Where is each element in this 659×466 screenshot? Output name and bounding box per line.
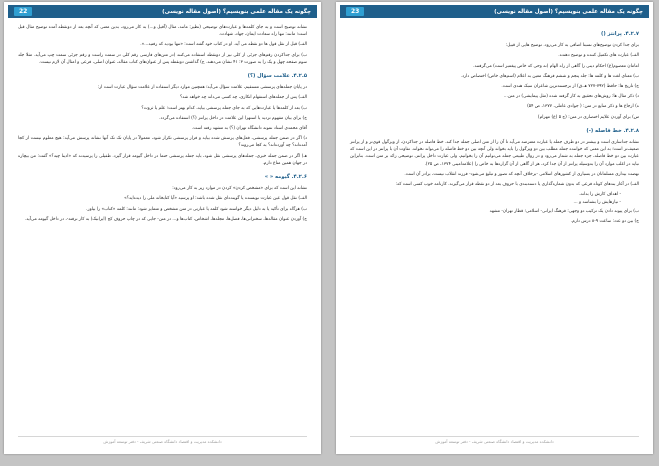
- page-footer: دانشکده مدیریت و اقتصاد دانشگاه صنعتی شریف - دفتر توسعه آموزش: [18, 436, 307, 449]
- paragraph: نشانه جداسازی است و بیشتر در دو طرف جمله یا عبارت معترضه می‌آید تا آن را از متن اصلی جمله جدا کند. خط فاصله در جداکردن، از ویرگول قوی‌تر و از پرانتز ضعیف‌تر است؛ به این معنی که خواننده جمله مطلب بین دو ویرگول را باید بخواند ولی آنچه بین دو خط فاصله را می‌تواند نخواند. تفاوت آن با پرانتز در این است که عبارت بین دو خط فاصله، جزء جمله به شمار می‌رود و در روال طبیعی جمله می‌توانیم آن را بخوانیم، ولی عبارت داخل پرانتز، توضیحی زائد بر متن است. بنابراین نباید در اغلب موارد آن را به‌وسیله پرانتز از آن جدا کرد، هر از گاهی از آن گزاره‌ها به خاص را (علامه‌امینی ۱۳۷۴، ص ۲۵).: [350, 140, 639, 167]
- header-title: چگونه یک مقاله علمی بنویسیم؟ (اصول مقاله نویسی): [162, 8, 311, 15]
- paragraph: امامان معصوم(ع) احکام دینی را گاهی از راه الهام (نه وحی که خاص پیغمبر است) می‌گرفتند.: [473, 63, 639, 69]
- paragraph: آقای محمدی استاد نمونه دانشگاه تهران (؟) به مشهد رفته است.: [191, 126, 307, 132]
- paragraph: الف) در آغاز بندهای کوتاه فرعی که بدون شماره‌گذاری یا دسته‌بندی با حروف بعد از دو نقطه قرار می‌گیرند. کارنامه خوب کسی است که:: [395, 182, 639, 188]
- section-heading: ۴.۲.۶. گیومه « »: [264, 174, 307, 181]
- bullet-item: - اهداف کارش را بداند،: [579, 192, 621, 198]
- page-left: [4, 2, 321, 454]
- paragraph: الف) نقل قول عین عبارت نویسنده یا گوینده‌ای نقل شده باشد: او پرسید «آیا کتابخانه ملی را دیده‌اید؟»: [124, 196, 307, 202]
- page-number: 22: [14, 7, 32, 16]
- paragraph: ب) بعد از کلمه‌ها یا عبارت‌هایی که به جای جمله پرسشی بیاید، کدام بهتر است؛ علم یا ثروت؟: [141, 105, 307, 111]
- page-footer: دانشکده مدیریت و اقتصاد دانشگاه صنعتی شریف - دفتر توسعه آموزش: [350, 436, 639, 449]
- paragraph: در پایان جمله‌های پرسشی مستقیم، علامت سؤال می‌آید؛ همچنین موارد دیگر استفاده از علامت سؤال عبارت است از:: [97, 85, 307, 91]
- page-header: [8, 5, 317, 18]
- paragraph: هـ) اگر در ضمن جمله خبری، جمله‌های پرسشی نقل شود، باید جمله پرسشی حتما در داخل گیومه قرار گیرد. طفیلی را پرسیدند که «ادینا چیه؟» گفت: من بیچاره در جهان همین متاع دارم.: [18, 153, 307, 166]
- paragraph: نشانه این است که برای «مشخص کردن» کردن در موارد زیر به کار می‌رود:: [172, 186, 307, 192]
- page-right: [336, 2, 653, 454]
- section-heading: ۴.۲.۷. پرانتز (): [600, 31, 639, 37]
- paragraph: ج) بین دو عدد: ساعت ۹-۸ درس دارم.: [570, 218, 639, 224]
- page-header: [340, 5, 649, 18]
- paragraph: د) اگر در ضمن جمله پرسشی، فعل‌های پرسش شده بیاید و فراز پرسشی تکرار شود، معمولاً در پایان تک تک آنها نشانه پرسش می‌آید: هیچ معلوم نیست از کجا آمده‌اند؟ چه آورده‌اند؟ به کجا می‌روند؟: [18, 136, 307, 149]
- paragraph: الف) قبل از نقل قول ها دو نقطه می آید. او در کتاب خود گفته است: «تنها بودید که رفتید...».: [140, 42, 307, 48]
- section-heading: ۴.۲.۸. خط فاصله (-): [586, 127, 639, 134]
- paragraph: نهضت بیداری مسلمانان در بسیاری از کشورهای اسلامی -برخلاف آنچه که تصور و تبلیغ می‌شود- فرزند انقلاب نیست، برادر آن است.: [404, 171, 639, 177]
- paragraph: ب) معنای لغت ها و کلمه ها: جلد پنجم و ششم فرهنگ معین به اعلام (اسم‌های خاص) اختصاص دارد.: [460, 73, 639, 79]
- header-title: چگونه یک مقاله علمی بنویسیم؟ (اصول مقاله نویسی): [494, 8, 643, 15]
- paragraph: ج) برای بیان مفهوم تردید یا استهزا این علامت در داخل پرانتز (؟) استفاده می‌گردد.: [159, 115, 307, 121]
- paragraph: ب) برای جداکردن رقم‌های جزئی از کلی نیز از دونقطه استفاده می‌کنند (در متن‌های فارسی رقم کلی در سمت راست و رقم جزئی سمت چپ می‌آید. مثلا جلد سوم صفحه چهل و یک را به صورت ۳: ۴۱ نشان می‌دهند. ج) گذاشتن دونقطه پس از عنوان‌های کتاب مقاله، عنوان اصلی، فرعی و امثال آن لازم نیست.: [18, 52, 307, 65]
- paragraph: ج) آوردن عنوان مقاله‌ها، سخنرانی‌ها، فصل‌ها، مجله‌ها، اشخاص، کتاب‌ها و... در متن- جایی که در چاپ حروف کج (ایرانیک) به کار نرفته-، در داخل گیومه می‌آید.: [24, 216, 307, 222]
- page-body: [350, 24, 639, 432]
- paragraph: ب) برای پیوند دادن یک ترکیب دو وجهی: فرهنگ ایرانی- اسلامی؛ قطار تهران- مشهد: [489, 208, 639, 214]
- paragraph: الف) عبارت های تکمیل کننده و توضیح دهنده.: [558, 53, 639, 59]
- paragraph: ه) ارجاع ها و ذکر منابع در متن: ( جوادی عاملی، ۱۳۷۷، ص ۵۴): [527, 104, 639, 110]
- page-number: 23: [346, 7, 364, 16]
- paragraph: س) برای آوردن علایم اختصاری در متن: (ج ۵ (ع) مهرام): [537, 114, 639, 120]
- paragraph: ب) هرگاه برای تأکید یا به دلیل دیگر خواسته شود کلمه یا عبارتی در متن مشخص و متمایز شود: مانند: کلمه «کتاب» را بیاور.: [86, 206, 307, 212]
- paragraph: ج) تاریخ ها: حافظ (۷۹۲-۷۲۷ هـ.ق) از برجسته‌ترین شاعران سبک هندی است.: [501, 84, 639, 90]
- paragraph: برای جدا کردن توضیح‌های نسبتا اضافی به کار می‌رود. توضیح هایی از قبیل:: [505, 43, 639, 49]
- bullet-item: - نیازهایش را بشناسد و ...: [573, 200, 621, 206]
- paragraph: نشانه توضیح است و به جای کلمه‌ها و عبارت‌های توضیحی (نظیر: مانند، مثال (آفیل و...) به کار می‌رود، بدین معنی که آنچه بعد از دونقطه آمده توضیح مثال قبل است؛ مانند: تنها راه سعادت ایمان، جهاد، شهادت.: [18, 25, 307, 38]
- paragraph: الف) پس از جمله‌های استفهام انکاری، چه کسی می‌داند چه خواهد شد؟: [179, 95, 307, 101]
- page-body: [18, 24, 307, 432]
- paragraph: د) ذکر مثال ها: روش‌های تحقیق به کار گرفته شده (مثل پیمایشی) در متن...: [503, 94, 639, 100]
- section-heading: ۴.۲.۵. علامت سؤال (؟): [247, 73, 307, 80]
